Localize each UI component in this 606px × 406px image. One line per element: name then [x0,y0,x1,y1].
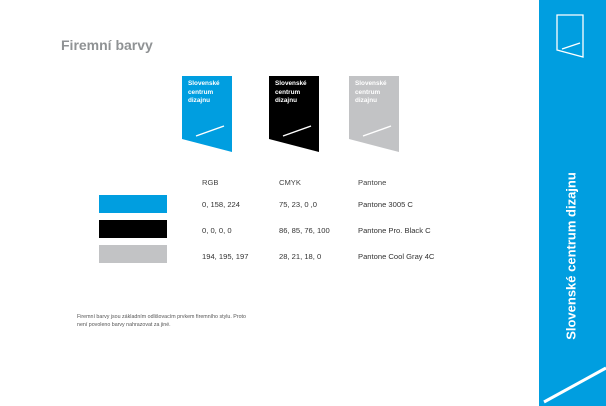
logo-text-line: Slovenské [355,80,387,87]
logo-text-line: centrum [355,88,381,96]
cmyk-value: 75, 23, 0 ,0 [279,200,317,209]
cmyk-value: 28, 21, 18, 0 [279,252,322,261]
footnote-line: Firemní barvy jsou základním odlišovacím prvkem firemního stylu. Proto [77,314,246,320]
logo-text-line: Slovenské [188,80,220,87]
page-title: Firemní barvy [61,37,153,53]
logo-text-line: dizajnu [188,97,211,105]
cmyk-value: 86, 85, 76, 100 [279,226,330,235]
brand-logo-icon [556,14,584,58]
logo-blue [182,76,232,152]
rgb-value: 194, 195, 197 [202,252,249,261]
logo-text-line: dizajnu [355,97,378,105]
pantone-value: Pantone Pro. Black C [358,226,431,235]
logo-text-line: dizajnu [275,97,298,105]
swatch-black [99,220,167,238]
rgb-value: 0, 0, 0, 0 [202,226,232,235]
header-pantone: Pantone [358,178,387,187]
logo-text-line: Slovenské [275,80,307,87]
logo-gray [349,76,399,152]
pantone-value: Pantone 3005 C [358,200,413,209]
sidebar-title: Slovenské centrum dizajnu [563,172,579,340]
swatch-blue [99,195,167,213]
pantone-value: Pantone Cool Gray 4C [358,252,435,261]
header-cmyk: CMYK [279,178,301,187]
header-rgb: RGB [202,178,219,187]
logo-text-line: centrum [188,88,214,96]
sidebar [536,0,606,406]
rgb-value: 0, 158, 224 [202,200,241,209]
swatch-gray [99,245,167,263]
footnote-line: není povoleno barvy nahrazovat za jiné. [77,322,171,328]
logo-black [269,76,319,152]
logo-text-line: centrum [275,88,301,96]
footnote [77,313,287,329]
